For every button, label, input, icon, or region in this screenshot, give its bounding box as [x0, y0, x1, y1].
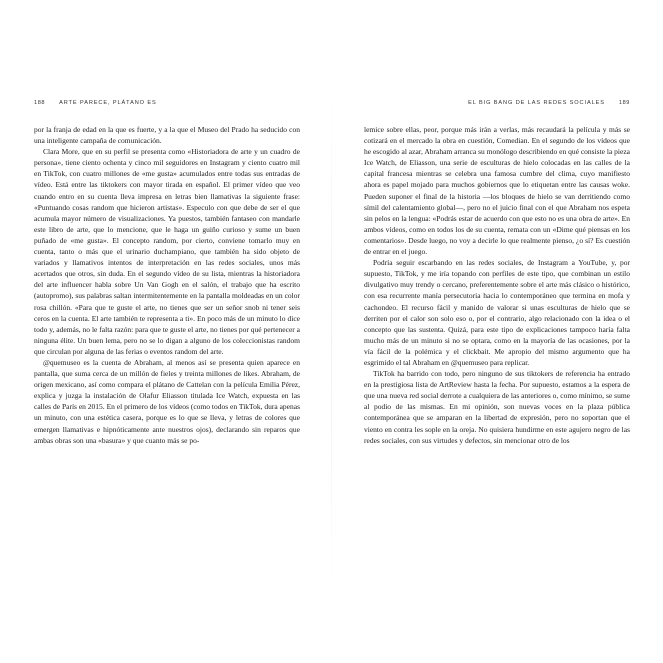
- right-page: [364, 96, 630, 446]
- paragraph: lemice sobre ellas, peor, porque más irán a verlas, más recaudará la película y más se cotizará en el mercado la obra en cuestión, Comedian. En el segundo de los vídeos que he escogido al azar, Abraham arranca su monólogo describiendo en qué consiste la pieza Ice Watch, de Eliasson, una serie de esculturas de hielo colocadas en las calles de la capital francesa mientras se celebra una famosa cumbre del clima, cuyo manifiesto ahora es papel mojado para muchos gobiernos que lo etiquetan entre las causas woke. Pueden suponer el final de la historia —los bloques de hielo se van derritiendo como símil del calentamiento global—, pero no el juicio final con el que Abraham nos espeta sin pelos en la lengua: «Podrás estar de acuerdo con que esto no es una obra de arte». En ambos vídeos, como en todos los de su cuenta, remata con un «Dime qué piensas en los comentarios». Desde luego, no voy a decirle lo que realmente pienso, ¿o sí? Es cuestión de entrar en el juego.: [364, 125, 630, 257]
- paragraph: Podría seguir escarbando en las redes sociales, de Instagram a YouTube, y, por supuesto, TikTok, y me iría topando con perfiles de este tipo, que combinan un estilo divulgativo muy trendy o cercano, preferentemente sobre el arte más clásico o histórico, con esa recurrente manía persecutoria hacia lo contemporáneo que termina en mofa y cachondeo. El recurso fácil y manido de valorar si unas esculturas de hielo que se derriten por el calor son solo eso o, por el contrario, algo relacionado con la idea o el concepto que las sustenta. Quizá, para este tipo de explicaciones tampoco haría falta mucho más de un minuto si no se optara, como en la mayoría de las ocasiones, por la vía fácil de la polémica y el clickbait. Me apropio del mismo argumento que ha esgrimido el tal Abraham en @quemuseo para replicar.: [364, 258, 630, 367]
- paragraph: Clara More, que en su perfil se presenta como «Historiadora de arte y un cuadro de persona», tiene ciento ochenta y cinco mil seguidores en Instagram y ciento cuatro mil en TikTok, con cuatro millones de «me gusta» acumulados entre todas sus entradas de vídeo. Está entre las tiktokers con mayor tirada en español. El primer vídeo que veo cuando entro en su cuenta lleva impresa en letras bien llamativas la siguiente frase: «Puntuando cosas random que hicieron artistas». Especulo con que debe de ser el que acumula mayor número de visualizaciones. Ya puestos, también fantaseo con mandarle este libro de arte, que lo mencione, que le haga un guiño curioso y sume un buen puñado de «me gusta». El concepto random, por cierto, conviene tomarlo muy en cuenta, tanto o más que el urinario duchampiano, que también ha sido objeto de variados y llamativos intentos de interpretación en las redes sociales, unos más acertados que otros, sin duda. En el segundo vídeo de su lista, mientras la historiadora del arte influencer habla sobre Un Van Gogh en el salón, el trabajo que ha escrito (autopromo), sus palabras saltan intermitentemente en la pantalla moldeadas en un color rosa chillón. «Para que te guste el arte, no tienes que ser un señor snob ni tener seis ceros en la cuenta. El arte también te representa a ti». En poco más de un minuto lo dice todo y, además, no le falta razón: para que te guste el arte, no tienes por qué pertenecer a ninguna élite. Un buen lema, pero no se lo digan a alguno de los coleccionistas random que circulan por alguna de las ferias o eventos random del arte.: [34, 147, 300, 356]
- paragraph: por la franja de edad en la que es fuerte, y a la que el Museo del Prado ha seducido con una inteligente campaña de comunicación.: [34, 125, 300, 146]
- running-head: ARTE PARECE, PLÁTANO ES: [59, 100, 157, 106]
- running-head: EL BIG BANG DE LAS REDES SOCIALES: [468, 100, 605, 106]
- page-number: 188: [34, 100, 46, 106]
- paragraph: TikTok ha barrido con todo, pero ninguno de sus tiktokers de referencia ha entrado en la prestigiosa lista de ArtReview hasta la fecha. Por supuesto, estamos a la espera de que una nueva red social derrote a cualquiera de las anteriores o, como mínimo, se sume al podio de las mismas. En mi opinión, son nuevas voces en la plaza pública contemporánea que se amparan en la libertad de expresión, pero no soportan que el viento en contra les sople en la oreja. No quisiera hundirme en este agujero negro de las redes sociales, con sus virtudes y defectos, sin mencionar otro de los: [364, 369, 630, 445]
- paragraph: @quemuseo es la cuenta de Abraham, al menos así se presenta quien aparece en pantalla, que suma cerca de un millón de fieles y treinta millones de likes. Abraham, de origen mexicano, así como compara el plátano de Cattelan con la película Emilia Pérez, explica y juzga la instalación de Olafur Eliasson titulada Ice Watch, expuesta en las calles de París en 2015. En el primero de los vídeos (como todos en TikTok, dura apenas un minuto, con una estética casera, porque es lo que se lleva, y letras de colores que emergen llamativas e hipnóticamente ante nuestros ojos), declarando sin reparos que ambas obras son una «basura» y que cuanto más se po-: [34, 357, 300, 445]
- right-page-header: [364, 96, 630, 110]
- left-page-header: [34, 96, 300, 110]
- book-gutter: [331, 80, 332, 600]
- left-page: [34, 96, 300, 446]
- page-number: 189: [618, 100, 630, 106]
